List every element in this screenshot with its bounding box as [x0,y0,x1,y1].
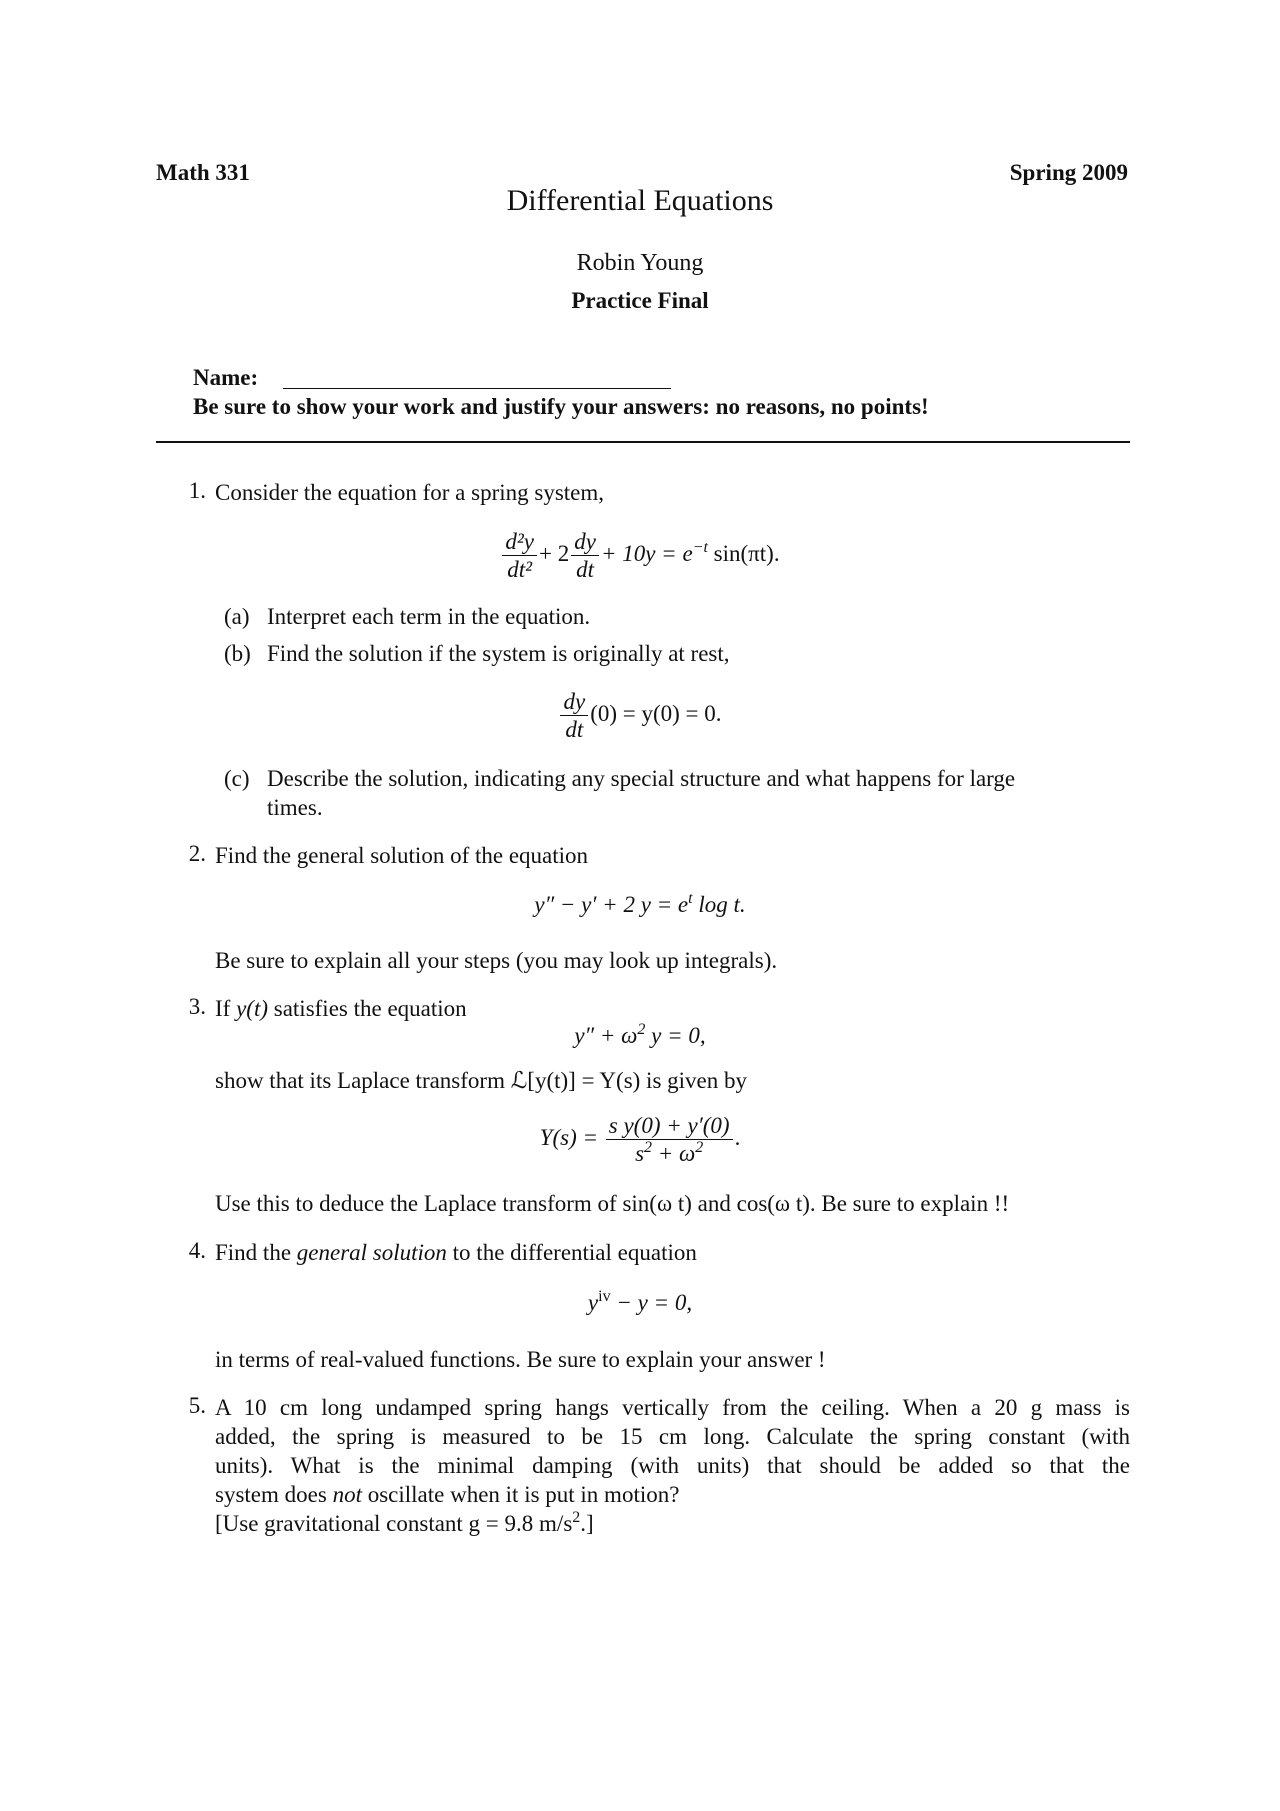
problem-1c-label: (c) [224,766,250,791]
problem-1-equation [0,528,1280,583]
line-text-end: oscillate when it is put in motion? [361,1482,680,1507]
problem-1a-text: Interpret each term in the equation. [267,604,591,629]
equation-rest: − y = 0, [610,1290,693,1315]
frac-numerator: d²y [502,528,537,556]
problem-5-number: 5. [188,1393,206,1418]
exam-subtitle: Practice Final [571,288,709,313]
intro-variable: y(t) [236,996,268,1021]
exponent: 2 [644,1139,653,1156]
problem-3-intro [215,994,467,1023]
problem-4-intro [215,1238,697,1267]
formula-lhs: Y(s) = [539,1124,604,1150]
name-blank-line [283,388,671,389]
frac-numerator: dy [560,688,588,716]
problem-1-number: 1. [188,478,206,503]
line-text: system does [215,1482,333,1507]
equation-base: y [587,1290,599,1315]
line-emphasis: not [332,1482,362,1507]
problem-2-equation [0,892,1280,918]
term-label: Spring 2009 [1009,160,1128,185]
problem-3-number: 3. [188,994,206,1019]
instructions: Be sure to show your work and justify your answers: no reasons, no points! [193,394,929,419]
den-s: s [635,1141,645,1166]
exponent: 2 [637,1021,646,1038]
exponent: 2 [572,1509,581,1526]
problem-1a-label: (a) [224,604,250,629]
frac-denominator [606,1140,733,1167]
line-text-end: .] [580,1511,594,1536]
problem-3-text-mid: show that its Laplace transform ℒ[y(t)] = Y(s) is given by [215,1068,747,1093]
problem-1b-label: (b) [224,641,251,666]
term-plus-two: + 2 [539,540,570,566]
problem-1b-text: Find the solution if the system is originally at rest, [267,641,730,666]
intro-text: Find the [215,1240,297,1265]
intro-text: If [215,996,237,1021]
term-forcing: sin(πt). [707,540,780,566]
exponent: −t [692,538,708,556]
problem-4-number: 4. [188,1238,206,1263]
name-label: Name: [193,365,259,390]
page-title: Differential Equations [506,184,774,217]
intro-emphasis: general solution [296,1240,447,1265]
problem-2-number: 2. [188,841,206,866]
problem-5-line-4 [215,1480,679,1509]
intro-text-end: to the differential equation [446,1240,697,1265]
frac-numerator: s y(0) + y′(0) [606,1112,733,1140]
equation-lhs: y″ + ω [574,1023,638,1048]
equation-rest: y = 0, [645,1023,706,1048]
problem-3-equation [0,1023,1280,1049]
intro-text-end: satisfies the equation [268,996,467,1021]
problem-5-line-1: A 10 cm long undamped spring hangs vertically from the ceiling. When a 20 g mass is [215,1395,1130,1420]
condition-rest: (0) = y(0) = 0. [590,700,722,726]
course-label: Math 331 [156,160,250,185]
den-omega: + ω [652,1141,696,1166]
frac-denominator: dt [565,717,584,742]
problem-2-intro: Find the general solution of the equation [215,843,589,868]
problem-5-line-3: units). What is the minimal damping (with units) that should be added so that the [215,1453,1130,1478]
formula-end: . [734,1124,741,1150]
problem-1-intro: Consider the equation for a spring system, [215,480,605,505]
problem-4-equation [0,1290,1280,1316]
frac-denominator: dt [576,557,595,582]
line-text: [Use gravitational constant g = 9.8 m/s [215,1511,573,1536]
problem-2-note: Be sure to explain all your steps (you may look up integrals). [215,948,778,973]
equation-rest: log t. [692,892,746,917]
frac-numerator: dy [571,528,599,556]
author-name: Robin Young [576,250,704,276]
problem-3-text-end: Use this to deduce the Laplace transform of sin(ω t) and cos(ω t). Be sure to explain !! [215,1191,1010,1216]
exponent: iv [598,1288,611,1305]
frac-denominator: dt² [507,557,533,582]
problem-1c-text-cont: times. [267,795,323,820]
problem-3-formula [0,1112,1280,1167]
header-divider [156,441,1130,443]
term-rest: + 10y = e [600,540,693,566]
problem-1-initial-condition [0,688,1280,743]
problem-4-note: in terms of real-valued functions. Be sure to explain your answer ! [215,1347,826,1372]
problem-1c-text: Describe the solution, indicating any special structure and what happens for large [267,766,1016,791]
exponent: t [688,890,693,907]
problem-5-line-2: added, the spring is measured to be 15 cm long. Calculate the spring constant (with [215,1424,1130,1449]
equation-lhs: y″ − y′ + 2 y = e [534,892,689,917]
problem-5-line-5 [215,1509,594,1538]
exponent: 2 [695,1139,704,1156]
